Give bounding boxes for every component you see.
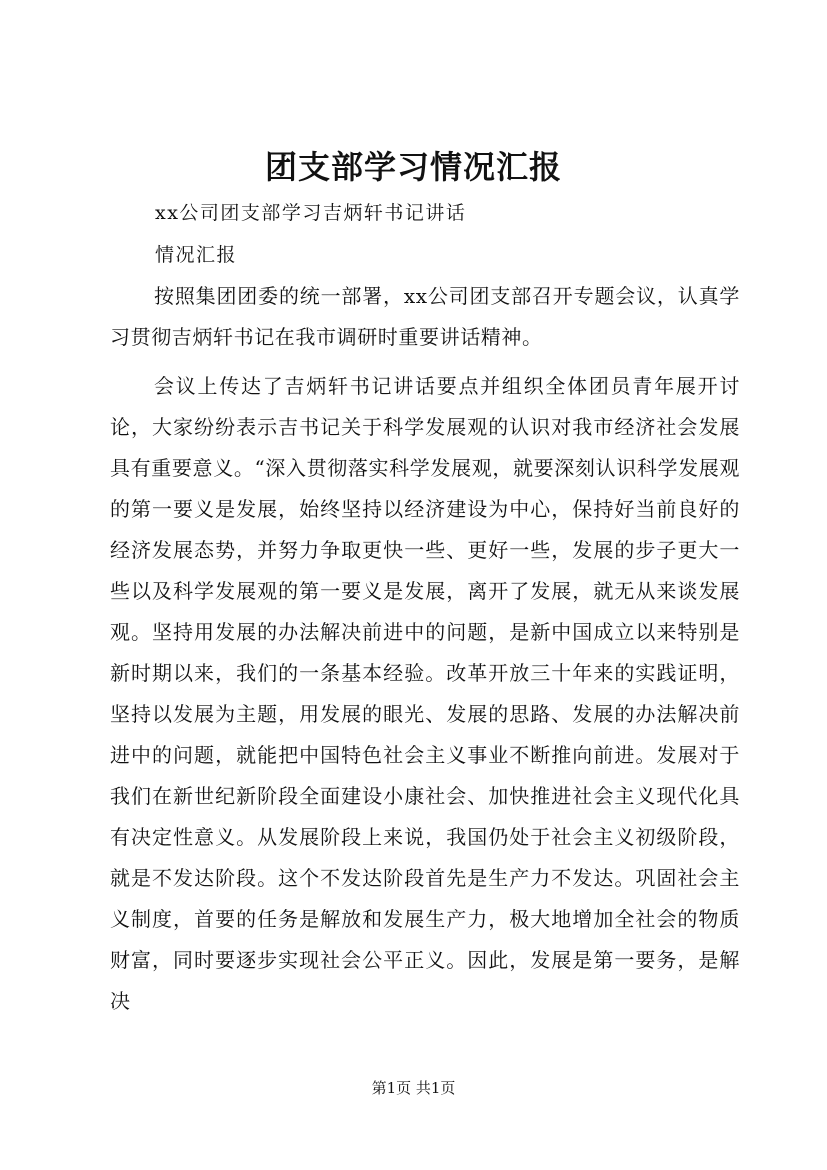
page-footer: 第1页 共1页 bbox=[371, 1079, 456, 1097]
subtitle-line-1: xx公司团支部学习吉炳轩书记讲话 bbox=[155, 202, 467, 224]
body-paragraph-1: 按照集团团委的统一部署，xx公司团支部召开专题会议，认真学习贯彻吉炳轩书记在我市调研时重要讲话精神。 bbox=[110, 284, 740, 349]
document-title: 团支部学习情况汇报 bbox=[264, 148, 562, 186]
body-paragraph-2: 会议上传达了吉炳轩书记讲话要点并组织全体团员青年展开讨论，大家纷纷表示吉书记关于科学发展观的认识对我市经济社会发展具有重要意义。“深入贯彻落实科学发展观，就要深刻认识科学发展观的第一要义是发展，始终坚持以经济建设为中心，保持好当前良好的经济发展态势，并努力争取更快一些、更好一些，发展的步子更大一些以及科学发展观的第一要义是发展，离开了发展，就无从来谈发展观。坚持用发展的办法解决前进中的问题，是新中国成立以来特别是新时期以来，我们的一条基本经验。改革开放三十年来的实践证明，坚持以发展为主题，用发展的眼光、发展的思路、发展的办法解决前进中的问题，就能把中国特色社会主义事业不断推向前进。发展对于我们在新世纪新阶段全面建设小康社会、加快推进社会主义现代化具有决定性意义。从发展阶段上来说，我国仍处于社会主义初级阶段，就是不发达阶段。这个不发达阶段首先是生产力不发达。巩固社会主义制度，首要的任务是解放和发展生产力，极大地增加全社会的物质财富，同时要逐步实现社会公平正义。因此，发展是第一要务，是解决 bbox=[110, 374, 740, 1013]
subtitle-line-2: 情况汇报 bbox=[155, 244, 238, 266]
